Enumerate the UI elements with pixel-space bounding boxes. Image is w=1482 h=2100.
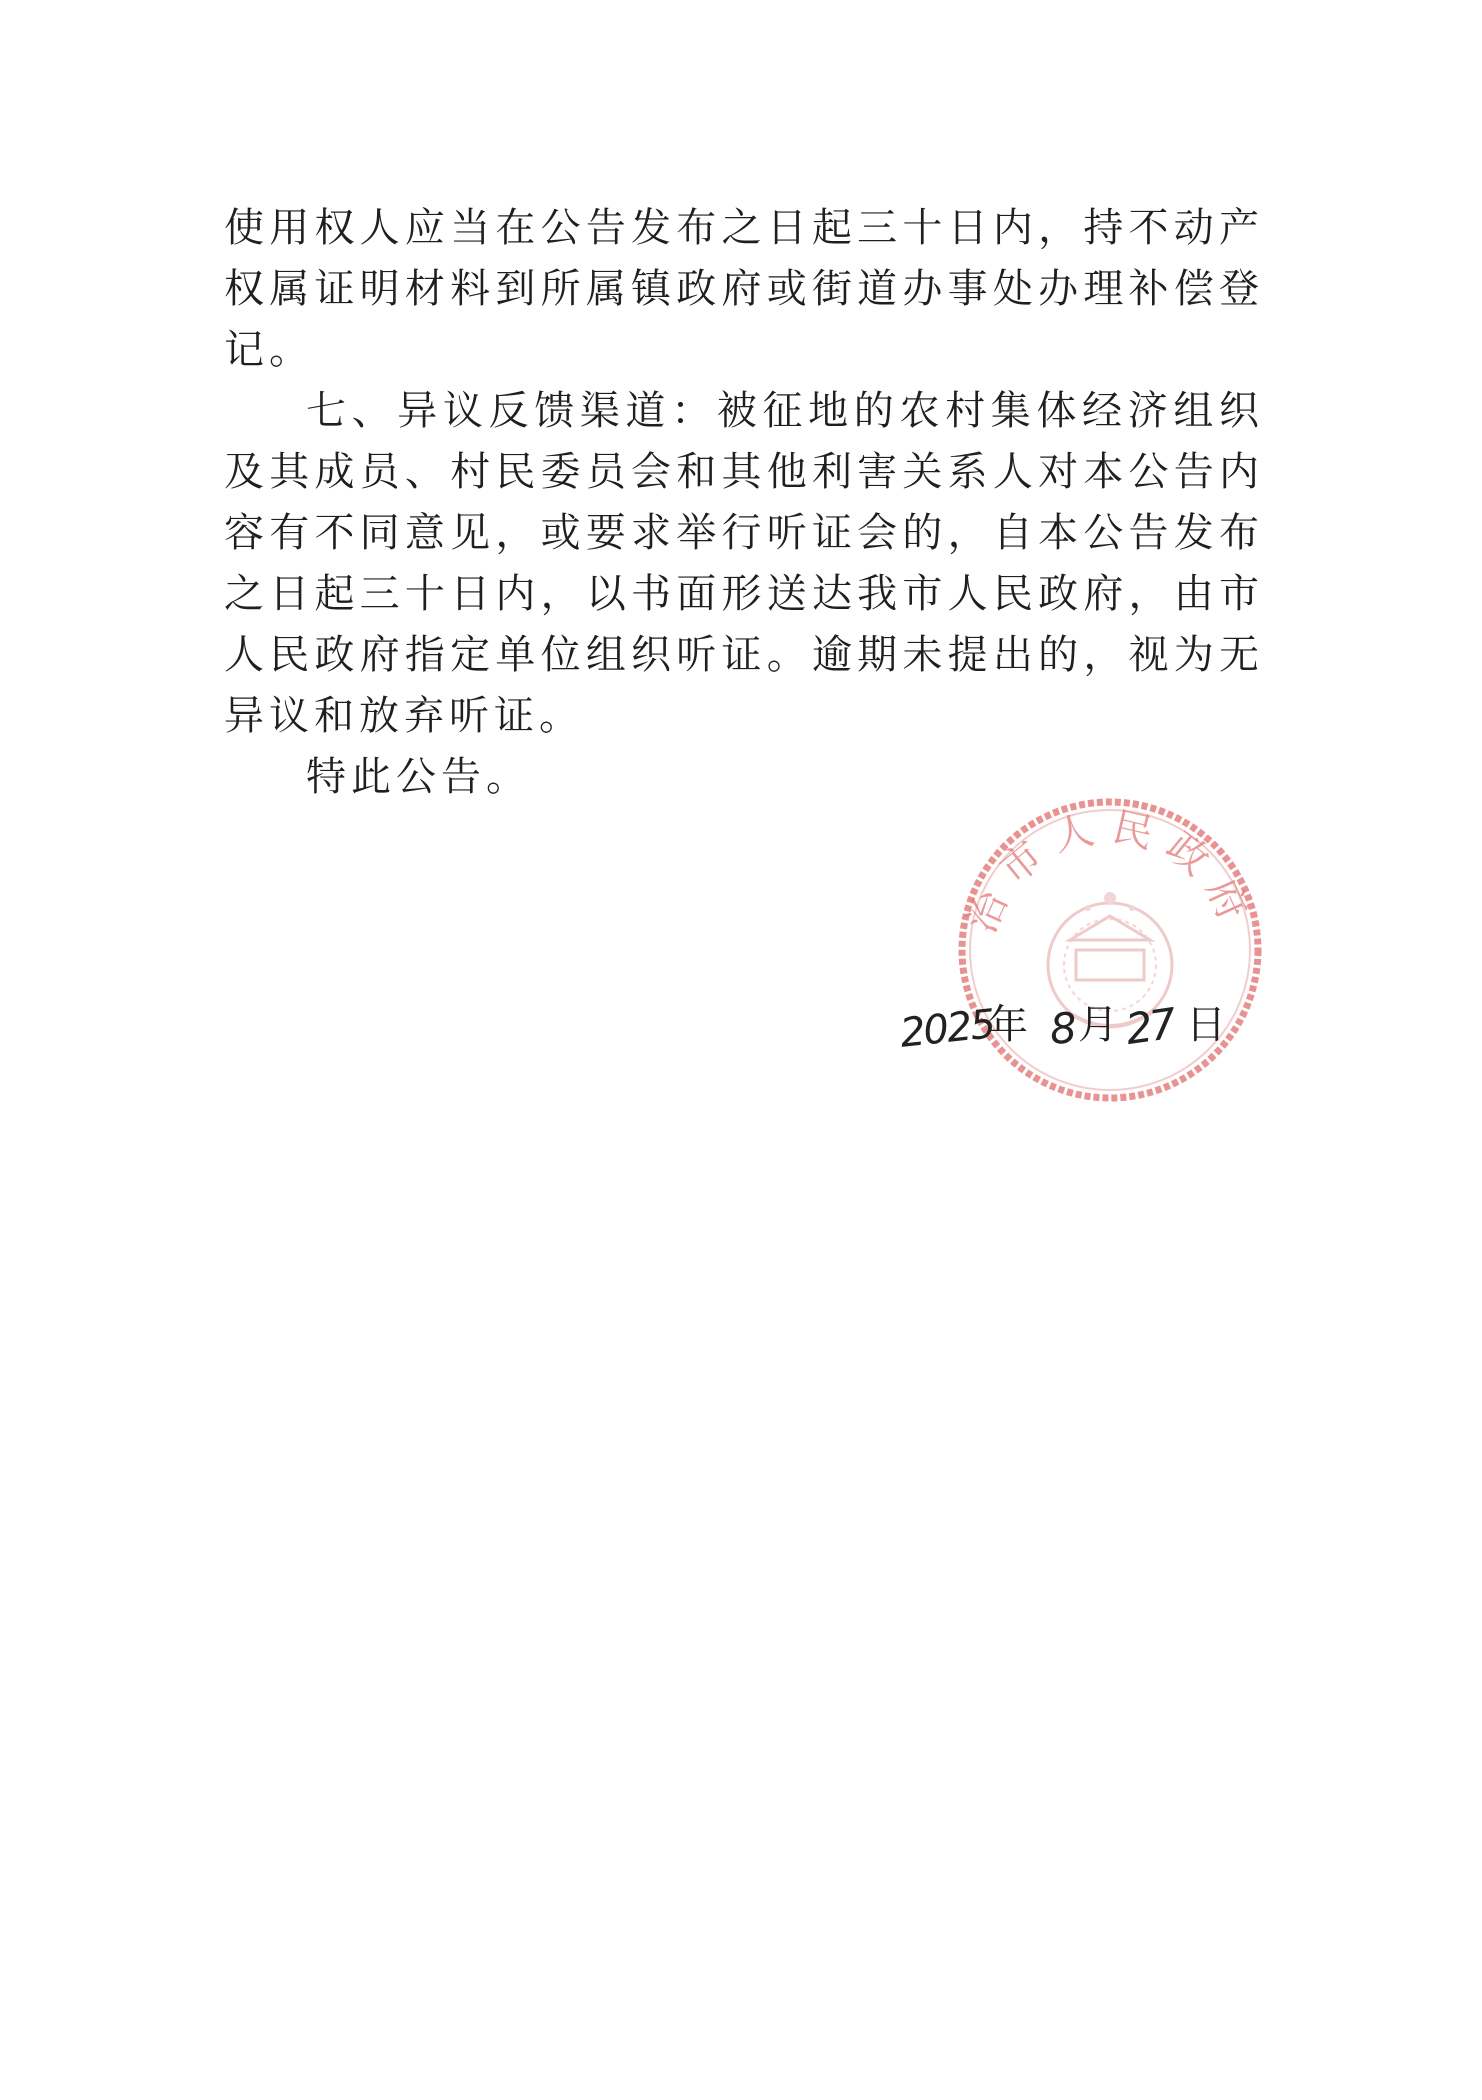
document-body — [224, 198, 1264, 808]
official-seal-stamp — [950, 790, 1270, 1110]
paragraph-closing: 特此公告。 — [306, 754, 531, 800]
seal-text: 治市人民政府 — [958, 803, 1262, 940]
date-month-handwritten: 8 — [1048, 1003, 1079, 1054]
document-date — [897, 990, 1260, 1060]
date-year-unit: 年 — [988, 1002, 1028, 1048]
paragraph-objection-channel: 七、异议反馈渠道：被征地的农村集体经济组织及其成员、村民委员会和其他利害关系人对本公告内容有不同意见，或要求举行听证会的，自本公告发布之日起三十日内，以书面形送达我市人民政府，由市人民政府指定单位组织听证。逾期未提出的，视为无异议和放弃听证。 — [224, 388, 1264, 739]
date-month-unit: 月 — [1078, 1002, 1118, 1048]
date-day-handwritten: 27 — [1122, 998, 1177, 1055]
date-year-handwritten: 2025 — [897, 1001, 996, 1057]
date-day-unit: 日 — [1186, 1002, 1226, 1048]
paragraph-continuation: 使用权人应当在公告发布之日起三十日内，持不动产权属证明材料到所属镇政府或街道办事处办理补偿登记。 — [224, 205, 1264, 373]
